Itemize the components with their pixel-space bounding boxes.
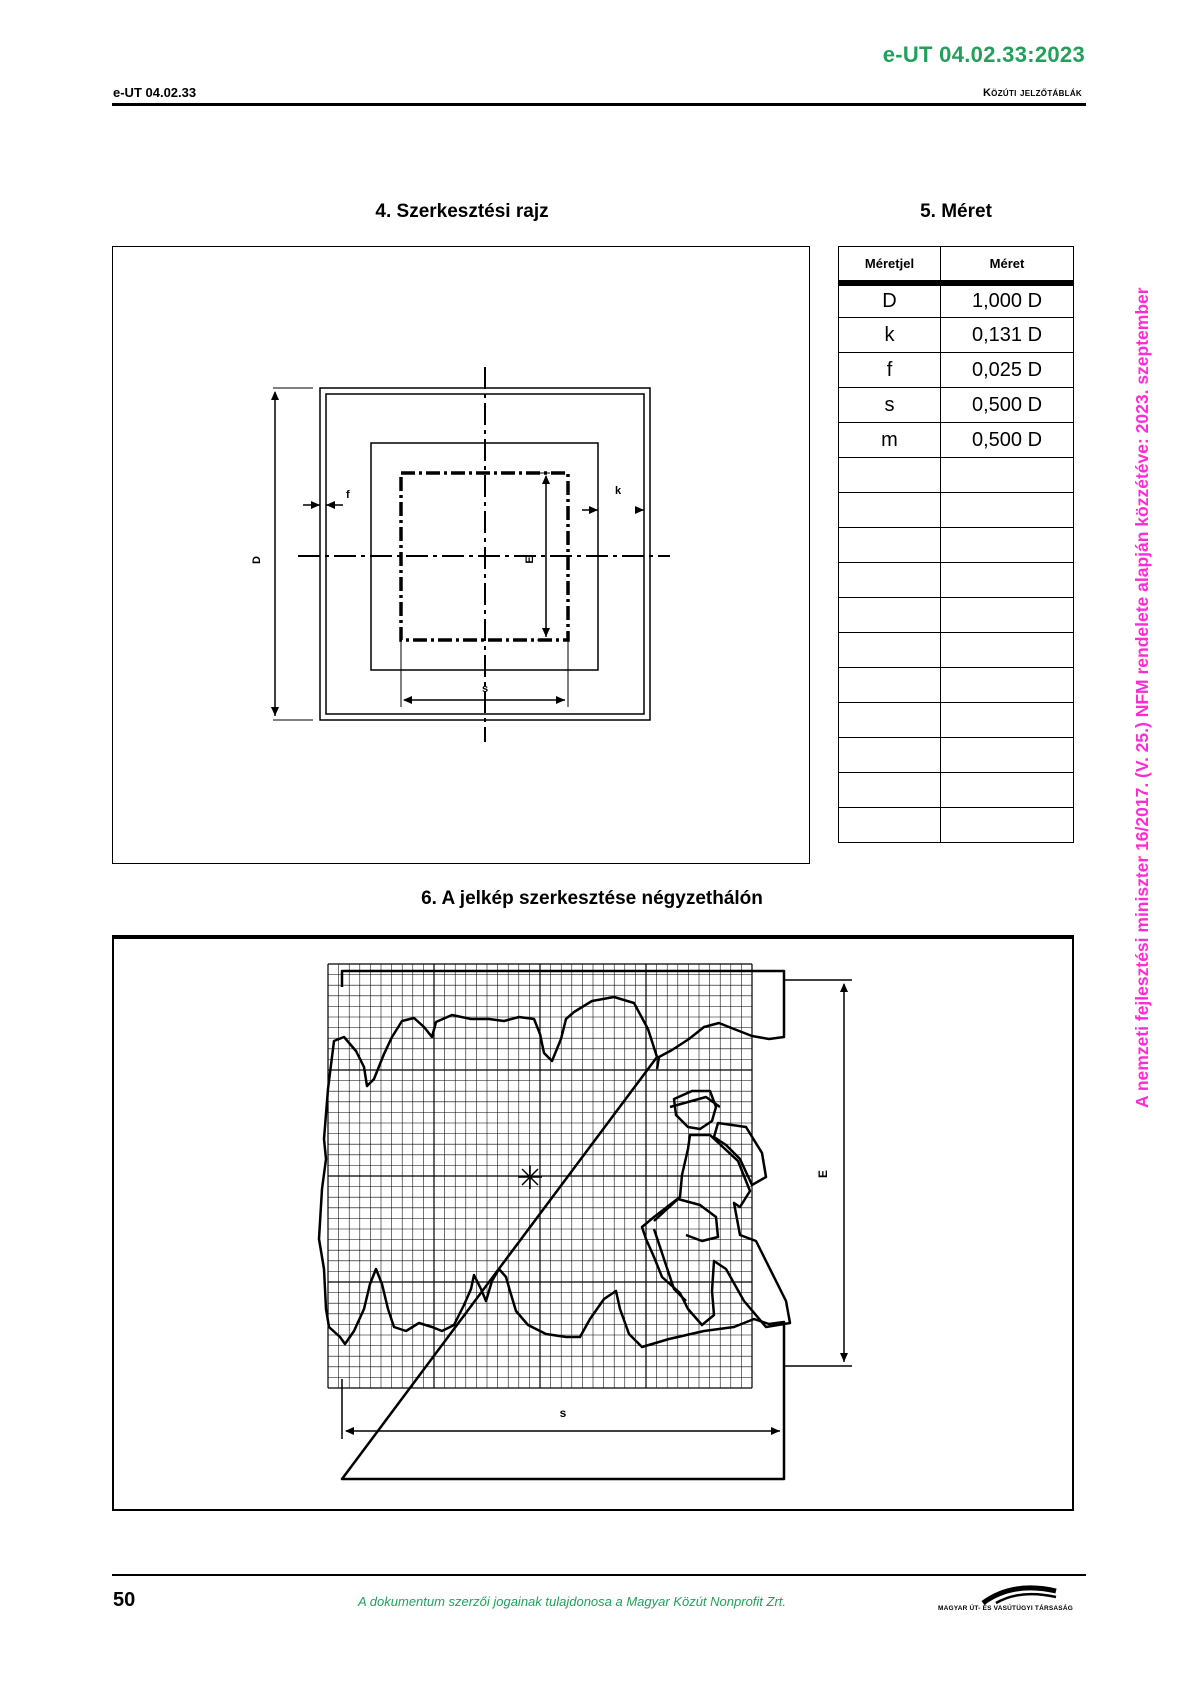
size-symbol: f xyxy=(839,353,941,388)
table-row xyxy=(839,528,1074,563)
table-row xyxy=(839,563,1074,598)
table-row xyxy=(839,318,1074,353)
drawing-title: 4. Szerkesztési rajz xyxy=(375,201,549,222)
grid-construction-frame xyxy=(112,935,1074,1511)
size-value: 0,500 D xyxy=(941,423,1074,458)
grid-label-s: s xyxy=(559,1406,567,1420)
label-k: k xyxy=(615,485,622,497)
copyright-note: A dokumentum szerzői jogainak tulajdonosa a Magyar Közút Nonprofit Zrt. xyxy=(358,1594,787,1609)
publication-note: A nemzeti fejlesztési miniszter 16/2017. (V. 25.) NFM rendelete alapján közzétéve: 2023. szeptember xyxy=(1132,287,1152,1108)
table-row xyxy=(839,353,1074,388)
table-row xyxy=(839,773,1074,808)
label-f: f xyxy=(346,489,350,501)
logo-text: MAGYAR ÚT- ÉS VASÚTÜGYI TÁRSASÁG xyxy=(938,1605,1073,1612)
empty-cell xyxy=(839,668,941,703)
size-symbol: s xyxy=(839,388,941,423)
size-table xyxy=(838,246,1074,843)
size-symbol: k xyxy=(839,318,941,353)
table-row xyxy=(839,458,1074,493)
empty-cell xyxy=(941,563,1074,598)
construction-drawing xyxy=(113,247,811,865)
document-code: e-UT 04.02.33:2023 xyxy=(882,42,1085,67)
label-s: s xyxy=(481,683,489,695)
grid-label-E: E xyxy=(816,1169,830,1179)
empty-cell xyxy=(941,458,1074,493)
header-size-value: Méret xyxy=(941,247,1074,283)
label-E: E xyxy=(524,556,536,564)
size-symbol: D xyxy=(839,283,941,318)
empty-cell xyxy=(839,703,941,738)
label-D: D xyxy=(251,556,263,564)
footer-rule xyxy=(112,1574,1086,1576)
empty-cell xyxy=(941,668,1074,703)
empty-cell xyxy=(941,493,1074,528)
empty-cell xyxy=(941,808,1074,843)
grid-construction xyxy=(114,939,1072,1509)
table-row xyxy=(839,668,1074,703)
grid-title: 6. A jelkép szerkesztése négyzethálón xyxy=(421,888,763,909)
header-chapter: Közúti jelzőtáblák xyxy=(982,87,1082,99)
table-row xyxy=(839,598,1074,633)
empty-cell xyxy=(941,773,1074,808)
size-value: 0,500 D xyxy=(941,388,1074,423)
empty-cell xyxy=(941,703,1074,738)
header-rule xyxy=(112,103,1086,106)
empty-cell xyxy=(839,738,941,773)
empty-cell xyxy=(839,458,941,493)
table-row xyxy=(839,388,1074,423)
header-size-symbol: Méretjel xyxy=(839,247,941,283)
size-value: 1,000 D xyxy=(941,283,1074,318)
page-number: 50 xyxy=(113,1589,136,1611)
table-row xyxy=(839,808,1074,843)
table-row xyxy=(839,703,1074,738)
table-row xyxy=(839,738,1074,773)
empty-cell xyxy=(839,773,941,808)
empty-cell xyxy=(839,493,941,528)
empty-cell xyxy=(941,633,1074,668)
size-symbol: m xyxy=(839,423,941,458)
size-title: 5. Méret xyxy=(920,201,992,222)
header-standard-id: e-UT 04.02.33 xyxy=(113,85,197,100)
empty-cell xyxy=(839,808,941,843)
empty-cell xyxy=(839,563,941,598)
size-value: 0,025 D xyxy=(941,353,1074,388)
empty-cell xyxy=(941,738,1074,773)
empty-rows xyxy=(839,458,1074,843)
empty-cell xyxy=(941,528,1074,563)
empty-cell xyxy=(941,598,1074,633)
construction-drawing-frame xyxy=(112,246,810,864)
size-value: 0,131 D xyxy=(941,318,1074,353)
empty-cell xyxy=(839,633,941,668)
empty-cell xyxy=(839,598,941,633)
table-row xyxy=(839,493,1074,528)
size-table-header xyxy=(839,247,1074,283)
society-logo xyxy=(938,1583,1088,1617)
empty-cell xyxy=(839,528,941,563)
road-logo-icon xyxy=(938,1583,1088,1605)
table-row xyxy=(839,633,1074,668)
grid-lines xyxy=(328,964,752,1388)
table-row xyxy=(839,423,1074,458)
table-row xyxy=(839,283,1074,318)
